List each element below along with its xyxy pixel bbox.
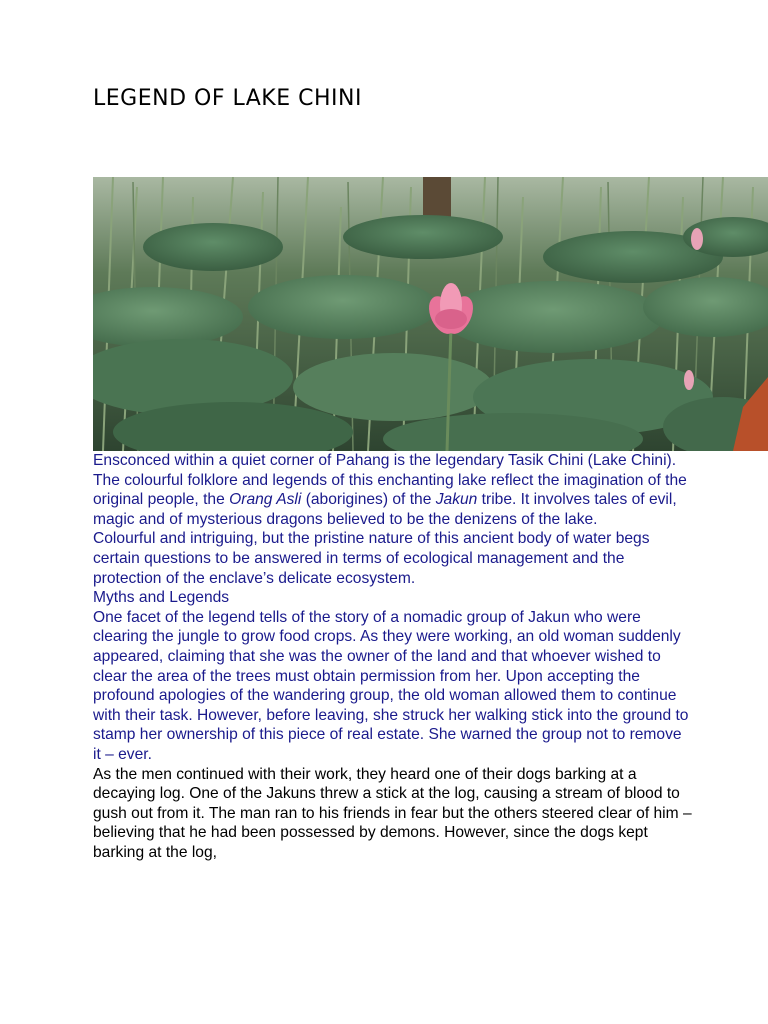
article-body bbox=[93, 451, 693, 862]
intro-paragraph bbox=[93, 451, 693, 529]
ecology-paragraph: Colourful and intriguing, but the pristine nature of this ancient body of water begs certain questions to be answered in terms of ecological management and the protection of the enclave’s delicate ecosystem. bbox=[93, 530, 650, 587]
intro-text-3: tribe. It involves tales of evil, magic and of mysterious dragons believed to be the denizens of the lake. bbox=[93, 491, 677, 528]
log-paragraph: As the men continued with their work, they heard one of their dogs barking at a decaying log. One of the Jakuns threw a stick at the log, causing a stream of blood to gush out from it. The man ran to his friends in fear but the others steered clear of him – believing that he had been possessed by demons. However, since the dogs kept barking at the log, bbox=[93, 765, 692, 861]
section-heading: Myths and Legends bbox=[93, 589, 230, 607]
intro-text-1: Ensconced within a quiet corner of Pahang is the legendary Tasik Chini (Lake Chini). The colourful folklore and legends of this enchanting lake reflect the imagination of the original people, the bbox=[93, 452, 687, 509]
document-title: LEGEND OF LAKE CHINI bbox=[93, 86, 362, 111]
lotus-photo bbox=[93, 177, 768, 451]
jakun-term: Jakun bbox=[435, 491, 478, 509]
orang-asli-term: Orang Asli bbox=[229, 491, 302, 509]
legend-paragraph: One facet of the legend tells of the story of a nomadic group of Jakun who were clearing the jungle to grow food crops. As they were working, an old woman suddenly appeared, claiming that she was the owner of the land and that whoever wished to clear the area of the trees must obtain permission from her. Upon accepting the profound apologies of the wandering group, the old woman allowed them to continue with their task. However, before leaving, she struck her walking stick into the ground to stamp her ownership of this piece of real estate. She warned the group not to remove it – ever. bbox=[93, 608, 689, 763]
intro-text-2: (aborigines) of the bbox=[301, 491, 436, 509]
